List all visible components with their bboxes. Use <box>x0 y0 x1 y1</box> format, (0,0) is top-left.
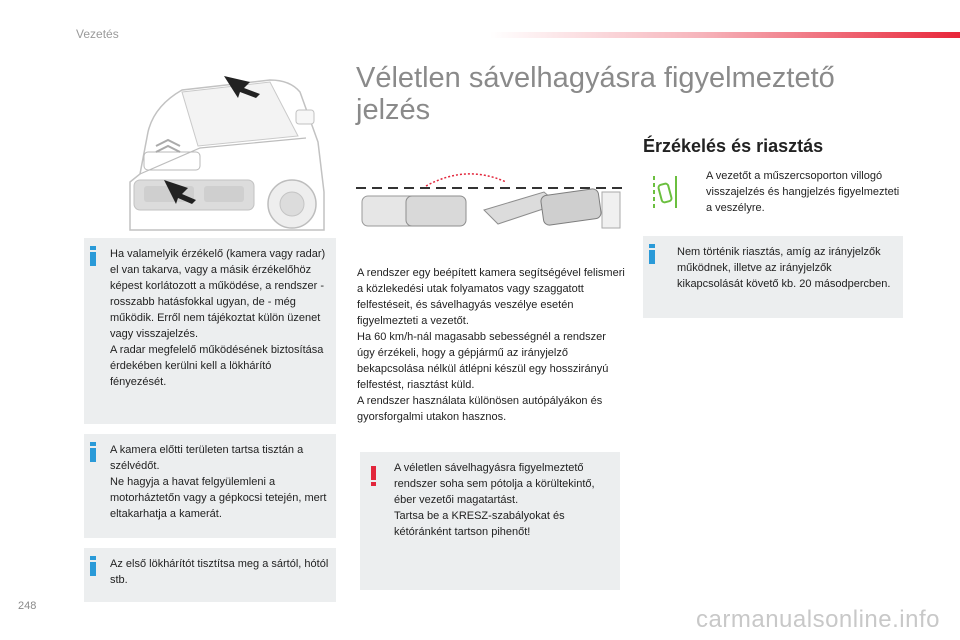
section-label: Vezetés <box>76 27 119 41</box>
info-text-bumper: Az első lökhárítót tisztítsa meg a sártól, hótól stb. <box>110 558 329 586</box>
info-box-camera <box>84 434 336 538</box>
info-text-sensors: Ha valamelyik érzékelő (kamera vagy radar) el van takarva, vagy a másik érzékelőhöz képest korlátozott a működése, a rendszer - rosszabb hatásfokkal ugyan, de - még működik. Erről nem tájékoztat külön üzenet vagy visszajelzés. A radar megfelelő működésének biztosítása érdekében kerülni kell a lökhárító fényezését. <box>110 248 326 388</box>
info-icon <box>88 442 98 462</box>
info-icon <box>88 556 98 576</box>
warning-text: A véletlen sávelhagyásra figyelmeztető rendszer soha sem pótolja a körültekintő, éber vezetői magatartást. Tartsa be a KRESZ-szabályokat és kétóránként tartson pihenőt! <box>394 462 595 538</box>
info-icon <box>647 244 657 264</box>
info-icon <box>88 246 98 266</box>
page-title: Véletlen sávelhagyásra figyelmeztető jelzés <box>356 62 835 126</box>
section-heading: Érzékelés és riasztás <box>643 136 824 156</box>
lane-departure-illustration <box>356 168 622 238</box>
warning-icon <box>368 466 378 486</box>
body-text: A rendszer egy beépített kamera segítségével felismeri a közlekedési utak folyamatos vagy szaggatott felfestéseit, és sávelhagyás veszélye esetén figyelmezteti a vezetőt. Ha 60 km/h-nál magasabb sebességnél a rendszer úgy érzékeli, hogy a gépjármű az irányjelző bekapcsolása nélkül átlépni készül egy hosszirányú felfestést, riasztást küld. A rendszer használata különösen autópályákon és gyorsforgalmi utakon hasznos. <box>357 267 625 423</box>
info-text-camera: A kamera előtti területen tartsa tisztán a szélvédőt. Ne hagyja a havat felgyülemleni a motorháztetőn vagy a gépkocsi tetején, mert eltakarhatja a kamerát. <box>110 444 327 520</box>
car-front-illustration <box>120 62 332 232</box>
alert-text: A vezetőt a műszercsoporton villogó visszajelzés és hangjelzés figyelmezteti a veszélyre. <box>706 170 900 214</box>
info-box-no-alert <box>643 236 903 318</box>
header-bar <box>490 32 960 38</box>
info-box-sensors <box>84 238 336 424</box>
lane-departure-warning-icon <box>650 174 680 210</box>
page-number: 248 <box>18 600 37 612</box>
warning-box <box>360 452 620 590</box>
info-box-bumper <box>84 548 336 602</box>
info-text-no-alert: Nem történik riasztás, amíg az irányjelzők működnek, illetve az irányjelzők kikapcsolását követő kb. 20 másodpercben. <box>677 246 891 290</box>
watermark: carmanualsonline.info <box>696 606 940 633</box>
